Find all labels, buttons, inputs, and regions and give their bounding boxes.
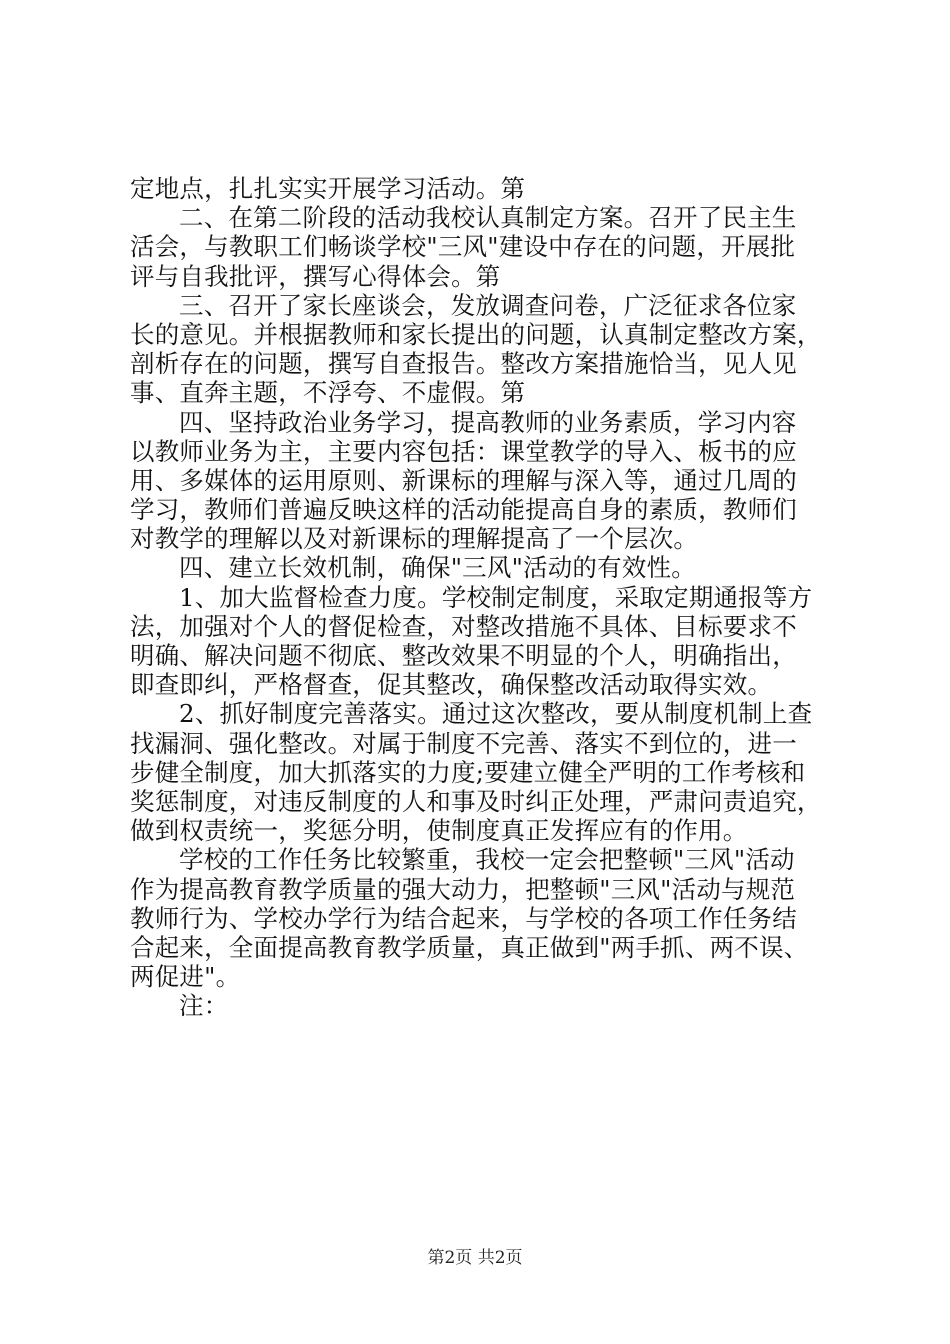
text-line: 事、直奔主题，不浮夸、不虚假。第 [130,378,526,408]
text-line: 教师行为、学校办学行为结合起来，与学校的各项工作任务结 [130,903,797,933]
text-line: 学习，教师们普遍反映这样的活动能提高自身的素质，教师们 [130,495,797,525]
text-line: 二、在第二阶段的活动我校认真制定方案。召开了民主生 [179,203,797,233]
text-line: 奖惩制度，对违反制度的人和事及时纠正处理，严肃问责追究， [130,786,822,816]
text-line: 明确、解决问题不彻底、整改效果不明显的个人，明确指出， [130,641,797,670]
text-line: 合起来，全面提高教育教学质量，真正做到"两手抓、两不误、 [130,932,809,962]
text-line: 1、加大监督检查力度。学校制定制度，采取定期通报等方 [179,582,813,612]
text-line: 三、召开了家长座谈会，发放调查问卷，广泛征求各位家 [179,290,797,320]
text-line: 定地点，扎扎实实开展学习活动。第 [130,174,526,203]
text-line: 作为提高教育教学质量的强大动力，把整顿"三风"活动与规范 [130,874,796,904]
text-line: 以教师业务为主，主要内容包括：课堂教学的导入、板书的应 [130,436,797,466]
text-line: 做到权责统一，奖惩分明，使制度真正发挥应有的作用。 [130,816,748,846]
text-line: 评与自我批评，撰写心得体会。第 [130,261,501,291]
text-line: 长的意见。并根据教师和家长提出的问题，认真制定整改方案， [130,319,822,349]
text-line: 法，加强对个人的督促检查，对整改措施不具体、目标要求不 [130,611,797,641]
text-line: 2、抓好制度完善落实。通过这次整改，要从制度机制上查 [179,699,813,729]
document-body [130,174,830,1020]
page-footer: 第2页 共2页 [427,1248,523,1268]
text-line: 学校的工作任务比较繁重，我校一定会把整顿"三风"活动 [179,845,795,875]
text-line: 即查即纠，严格督查，促其整改，确保整改活动取得实效。 [130,670,773,700]
text-line: 活会，与教职工们畅谈学校"三风"建设中存在的问题，开展批 [130,232,796,262]
text-line: 步健全制度，加大抓落实的力度;要建立健全严明的工作考核和 [130,757,806,787]
text-line: 两促进"。 [130,962,241,992]
text-line: 四、建立长效机制，确保"三风"活动的有效性。 [179,553,696,583]
text-line: 用、多媒体的运用原则、新课标的理解与深入等，通过几周的 [130,465,797,495]
text-line: 四、坚持政治业务学习，提高教师的业务素质，学习内容 [179,407,797,437]
text-line: 剖析存在的问题，撰写自查报告。整改方案措施恰当，见人见 [130,349,797,379]
text-line: 找漏洞、强化整改。对属于制度不完善、落实不到位的，进一 [130,728,797,758]
text-line: 对教学的理解以及对新课标的理解提高了一个层次。 [130,524,699,554]
text-line: 注： [179,991,229,1021]
